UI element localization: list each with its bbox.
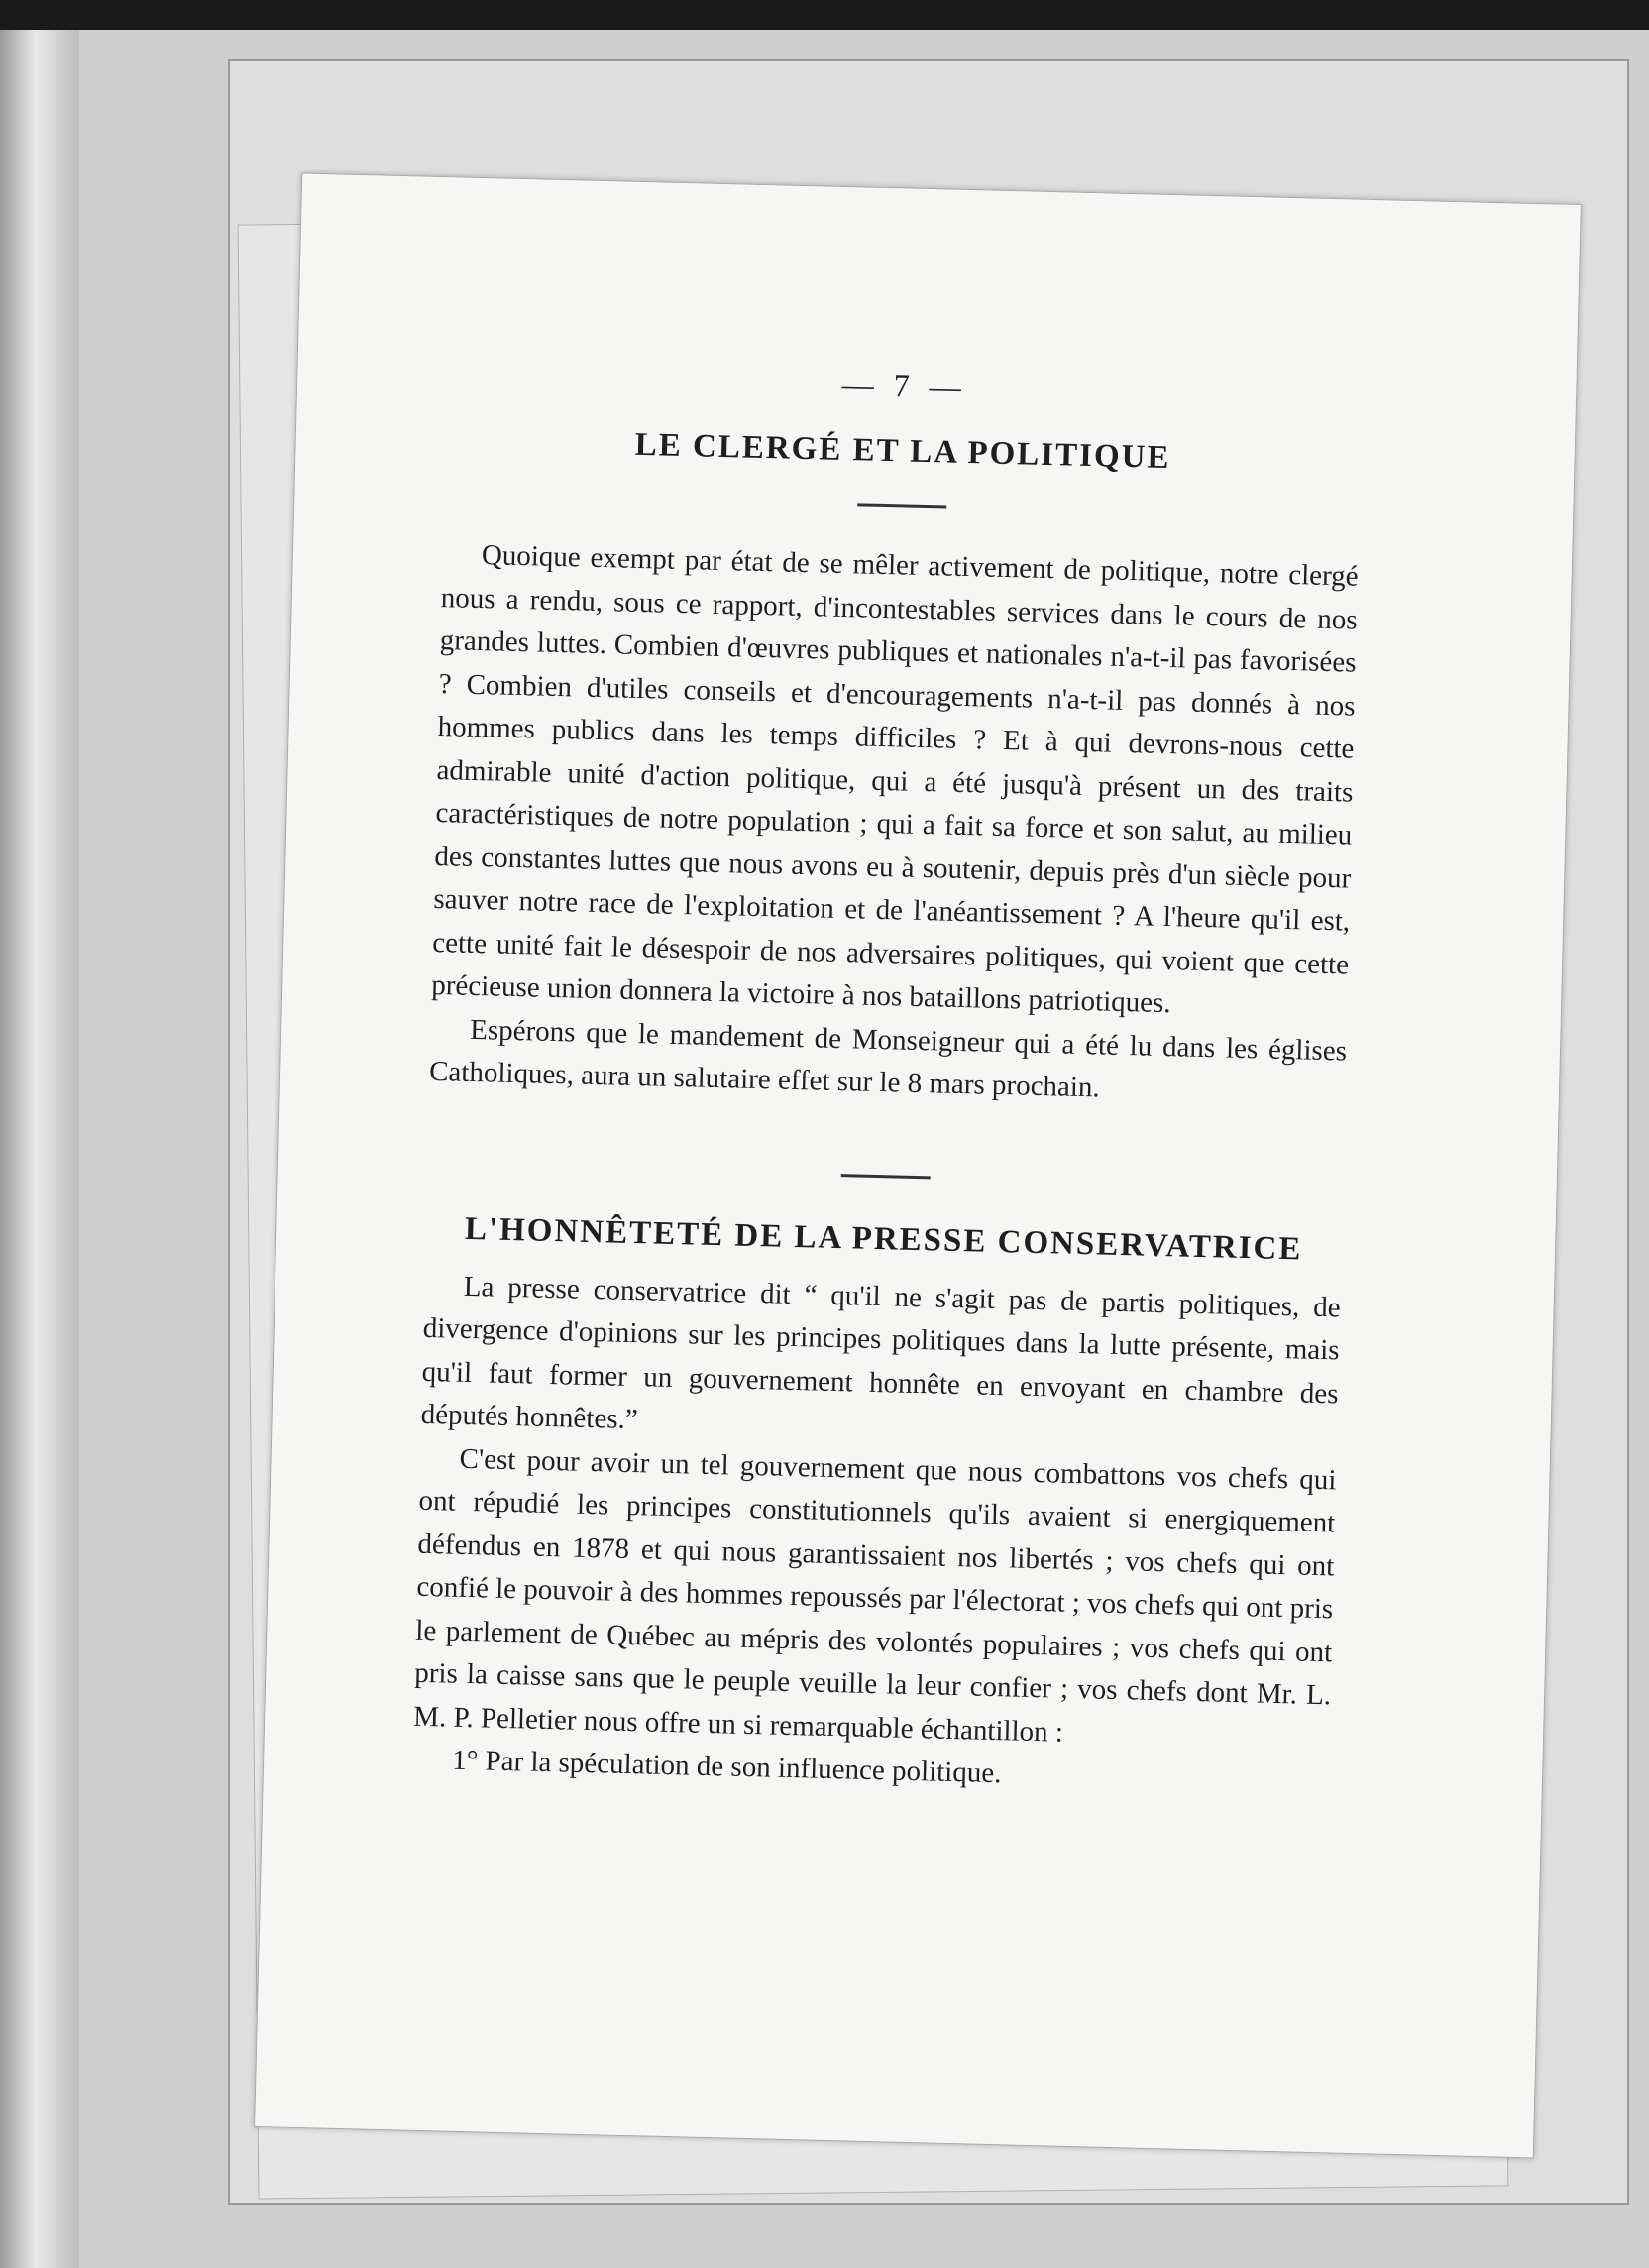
paragraph-numbered: 1° Par la spéculation de son influence politique. — [451, 1744, 1002, 1790]
section-title-presse: L'HONNÊTETÉ DE LA PRESSE CONSERVATRICE — [464, 1210, 1303, 1268]
paragraph: C'est pour avoir un tel gouvernement que nous combattons vos chefs qui ont répudié les principes constitutionnels qu'ils avaient si energiquement défendus en 1878 et qui nous garantissaient nos libertés ; vos chefs qui ont confié le pouvoir à des hommes repoussés par l'électorat ; vos chefs qui ont pris le parlement de Québec au mépris des volontés populaires ; vos chefs qui ont pris la caisse sans que le peuple veuille la leur confier ; vos chefs dont Mr. L. M. P. Pelletier nous offre un si remarquable échantillon : — [412, 1442, 1337, 1749]
paragraph: Quoique exempt par état de se mêler activement de politique, notre clergé nous a rendu, sous ce rapport, d'incontestables services dans le cours de nos grandes luttes. Combien d'œuvres publiques et nationales n'a-t-il pas favorisées ? Combien d'utiles conseils et d'encouragements n'a-t-il pas donnés à nos hommes publics dans les temps difficiles ? Et à qui devrons-nous cette admirable unité d'action politique, qui a été jusqu'à présent un des traits caractéristiques de notre population ; qui a fait sa force et son salut, au milieu des constantes luttes que nous avons eu à soutenir, depuis près d'un siècle pour sauver notre race de l'exploitation et de l'anéantissement ? A l'heure qu'il est, cette unité fait le désespoir de nos adversaires politiques, qui voient que cette précieuse union donnera la victoire à nos bataillons patriotiques. — [430, 539, 1360, 1020]
page-content — [412, 356, 1364, 1804]
book-binding — [0, 30, 79, 2268]
section-divider — [840, 1174, 930, 1179]
section-title-clerge: LE CLERGÉ ET LA POLITIQUE — [634, 426, 1171, 477]
page-number: — 7 — — [841, 365, 968, 404]
document-page — [254, 173, 1582, 2159]
paragraph: Espérons que le mandement de Monseigneur qui a été lu dans les églises Catholiques, aura un salutaire effet sur le 8 mars prochain. — [428, 1013, 1348, 1104]
section-divider — [857, 503, 946, 508]
paragraph: La presse conservatrice dit “ qu'il ne s'agit pas de partis politiques, de divergence d'opinions sur les principes politiques dans la lutte présente, mais qu'il faut former un gouvernement honnête en envoyant en chambre des députés honnêtes.” — [420, 1270, 1342, 1436]
